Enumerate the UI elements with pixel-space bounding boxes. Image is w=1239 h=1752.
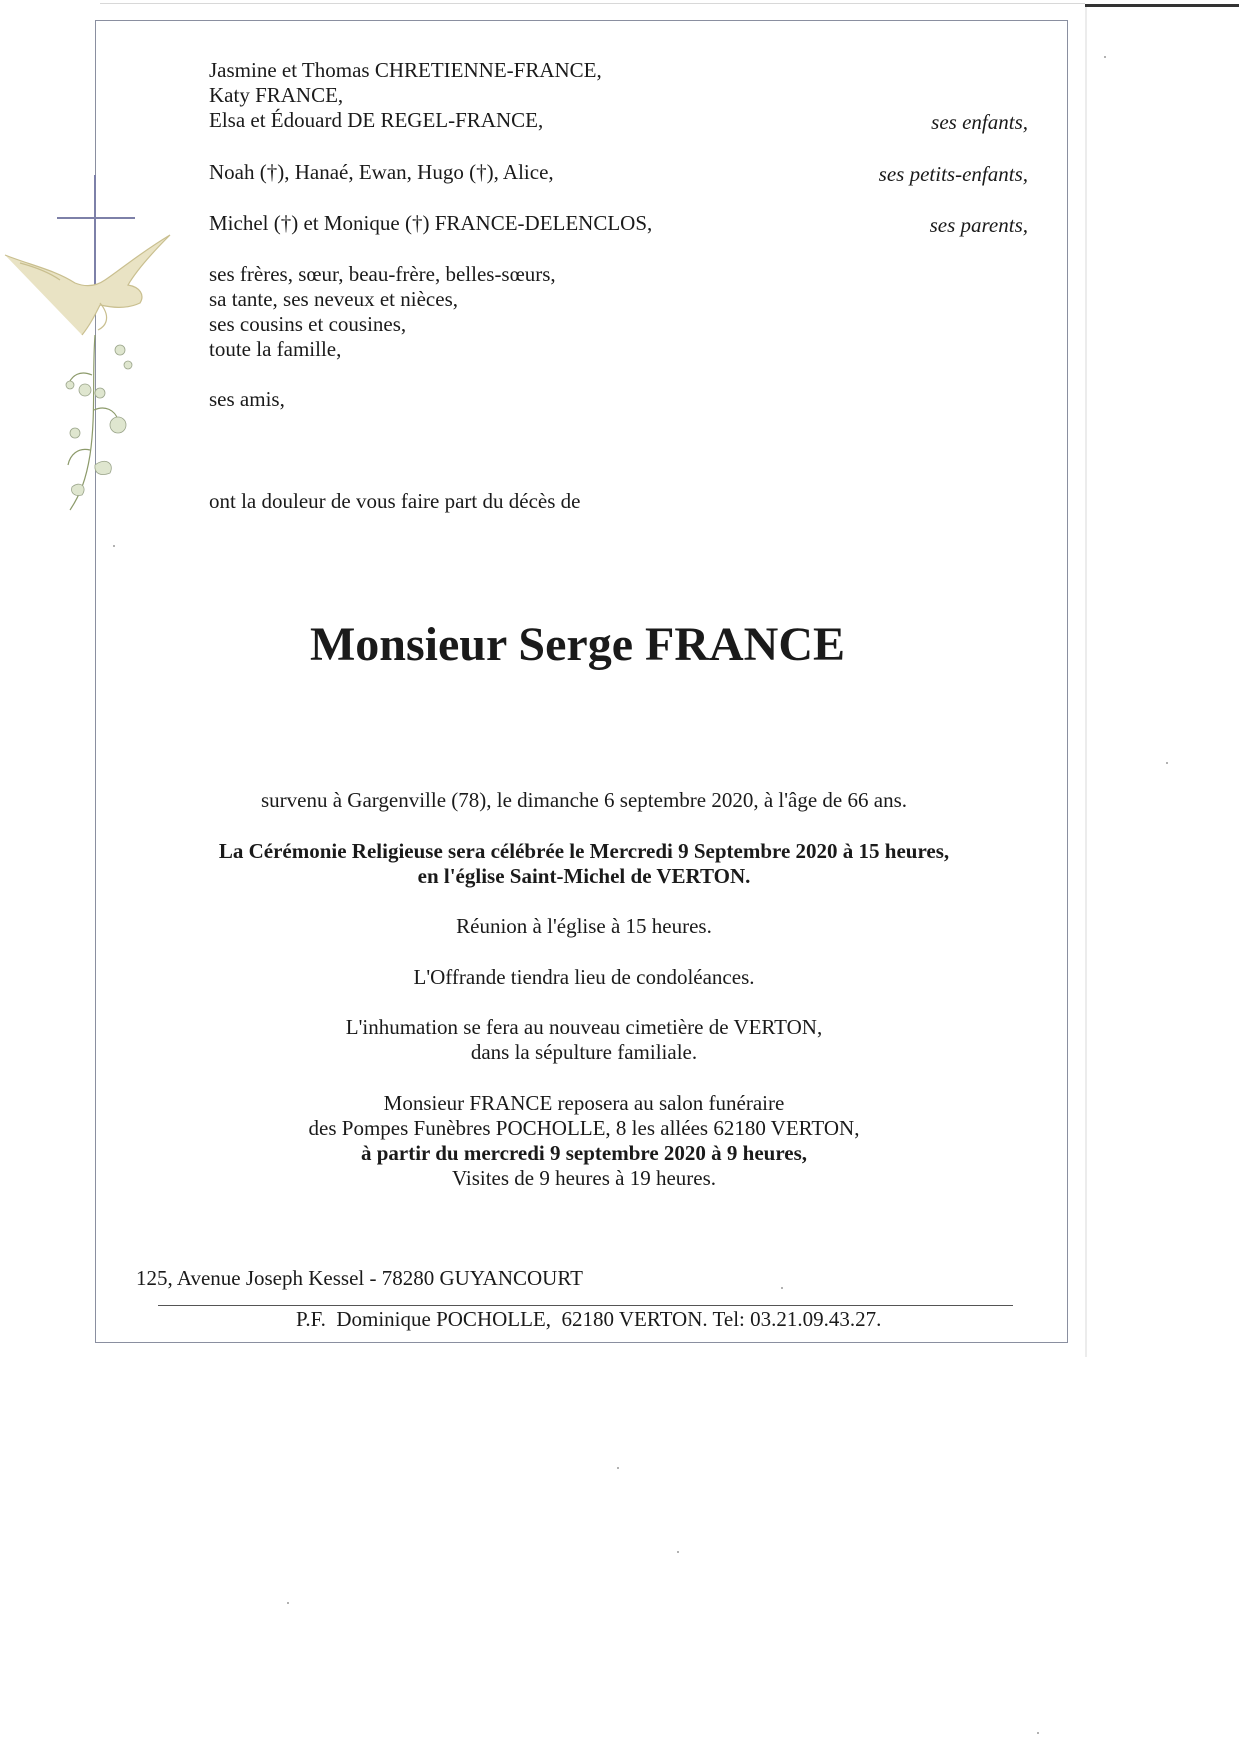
footer-funeral-home: P.F. Dominique POCHOLLE, 62180 VERTON. Tel: 03.21.09.43.27. [296,1307,882,1331]
ceremony-line-1: La Cérémonie Religieuse sera célébrée le Mercredi 9 Septembre 2020 à 15 heures, [218,839,950,863]
rest-line-3: à partir du mercredi 9 septembre 2020 à 9 heures, [360,1141,807,1165]
scan-speck [287,1602,289,1604]
rest-line-1: Monsieur FRANCE reposera au salon funéraire [383,1091,785,1115]
scan-speck [617,1467,619,1469]
scan-speck [1037,1732,1039,1734]
children-name-3: Elsa et Édouard DE REGEL-FRANCE, [209,108,544,132]
children-role: ses enfants, [931,110,1028,134]
grandchildren-role: ses petits-enfants, [878,162,1028,186]
footer-address: 125, Avenue Joseph Kessel - 78280 GUYANCOURT [136,1266,583,1290]
death-details: survenu à Gargenville (78), le dimanche 6 septembre 2020, à l'âge de 66 ans. [260,788,908,812]
burial-line-2: dans la sépulture familiale. [470,1040,698,1064]
scan-speck [781,1287,783,1289]
cross-icon-bar [57,217,135,219]
deceased-name: Monsieur Serge FRANCE [309,618,846,671]
scan-speck [677,1551,679,1553]
other-relatives-2: sa tante, ses neveux et nièces, [209,287,458,311]
children-name-1: Jasmine et Thomas CHRETIENNE-FRANCE, [209,58,602,82]
scan-edge-dark [1085,4,1239,7]
scan-speck [1166,762,1168,764]
meeting-info: Réunion à l'église à 15 heures. [456,914,712,938]
scan-speck [113,545,115,547]
ceremony-line-2: en l'église Saint-Michel de VERTON. [417,864,751,888]
other-relatives-1: ses frères, sœur, beau-frère, belles-sœurs, [209,262,556,286]
children-name-2: Katy FRANCE, [209,83,344,107]
other-relatives-4: toute la famille, [209,337,342,361]
parents-names: Michel (†) et Monique (†) FRANCE-DELENCLOS, [209,211,653,235]
burial-line-1: L'inhumation se fera au nouveau cimetière de VERTON, [345,1015,823,1039]
footer-divider [158,1305,1013,1306]
parents-role: ses parents, [929,213,1028,237]
dove-flower-icon [0,225,180,515]
offering-info: L'Offrande tiendra lieu de condoléances. [413,965,755,989]
rest-line-2: des Pompes Funèbres POCHOLLE, 8 les allées 62180 VERTON, [308,1116,860,1140]
grandchildren-names: Noah (†), Hanaé, Ewan, Hugo (†), Alice, [209,160,554,184]
other-relatives-3: ses cousins et cousines, [209,312,407,336]
scan-edge [100,3,1085,4]
announcement: ont la douleur de vous faire part du décès de [209,489,581,513]
rest-line-4: Visites de 9 heures à 19 heures. [451,1166,717,1190]
scan-speck [1104,56,1106,58]
friends: ses amis, [209,387,285,411]
